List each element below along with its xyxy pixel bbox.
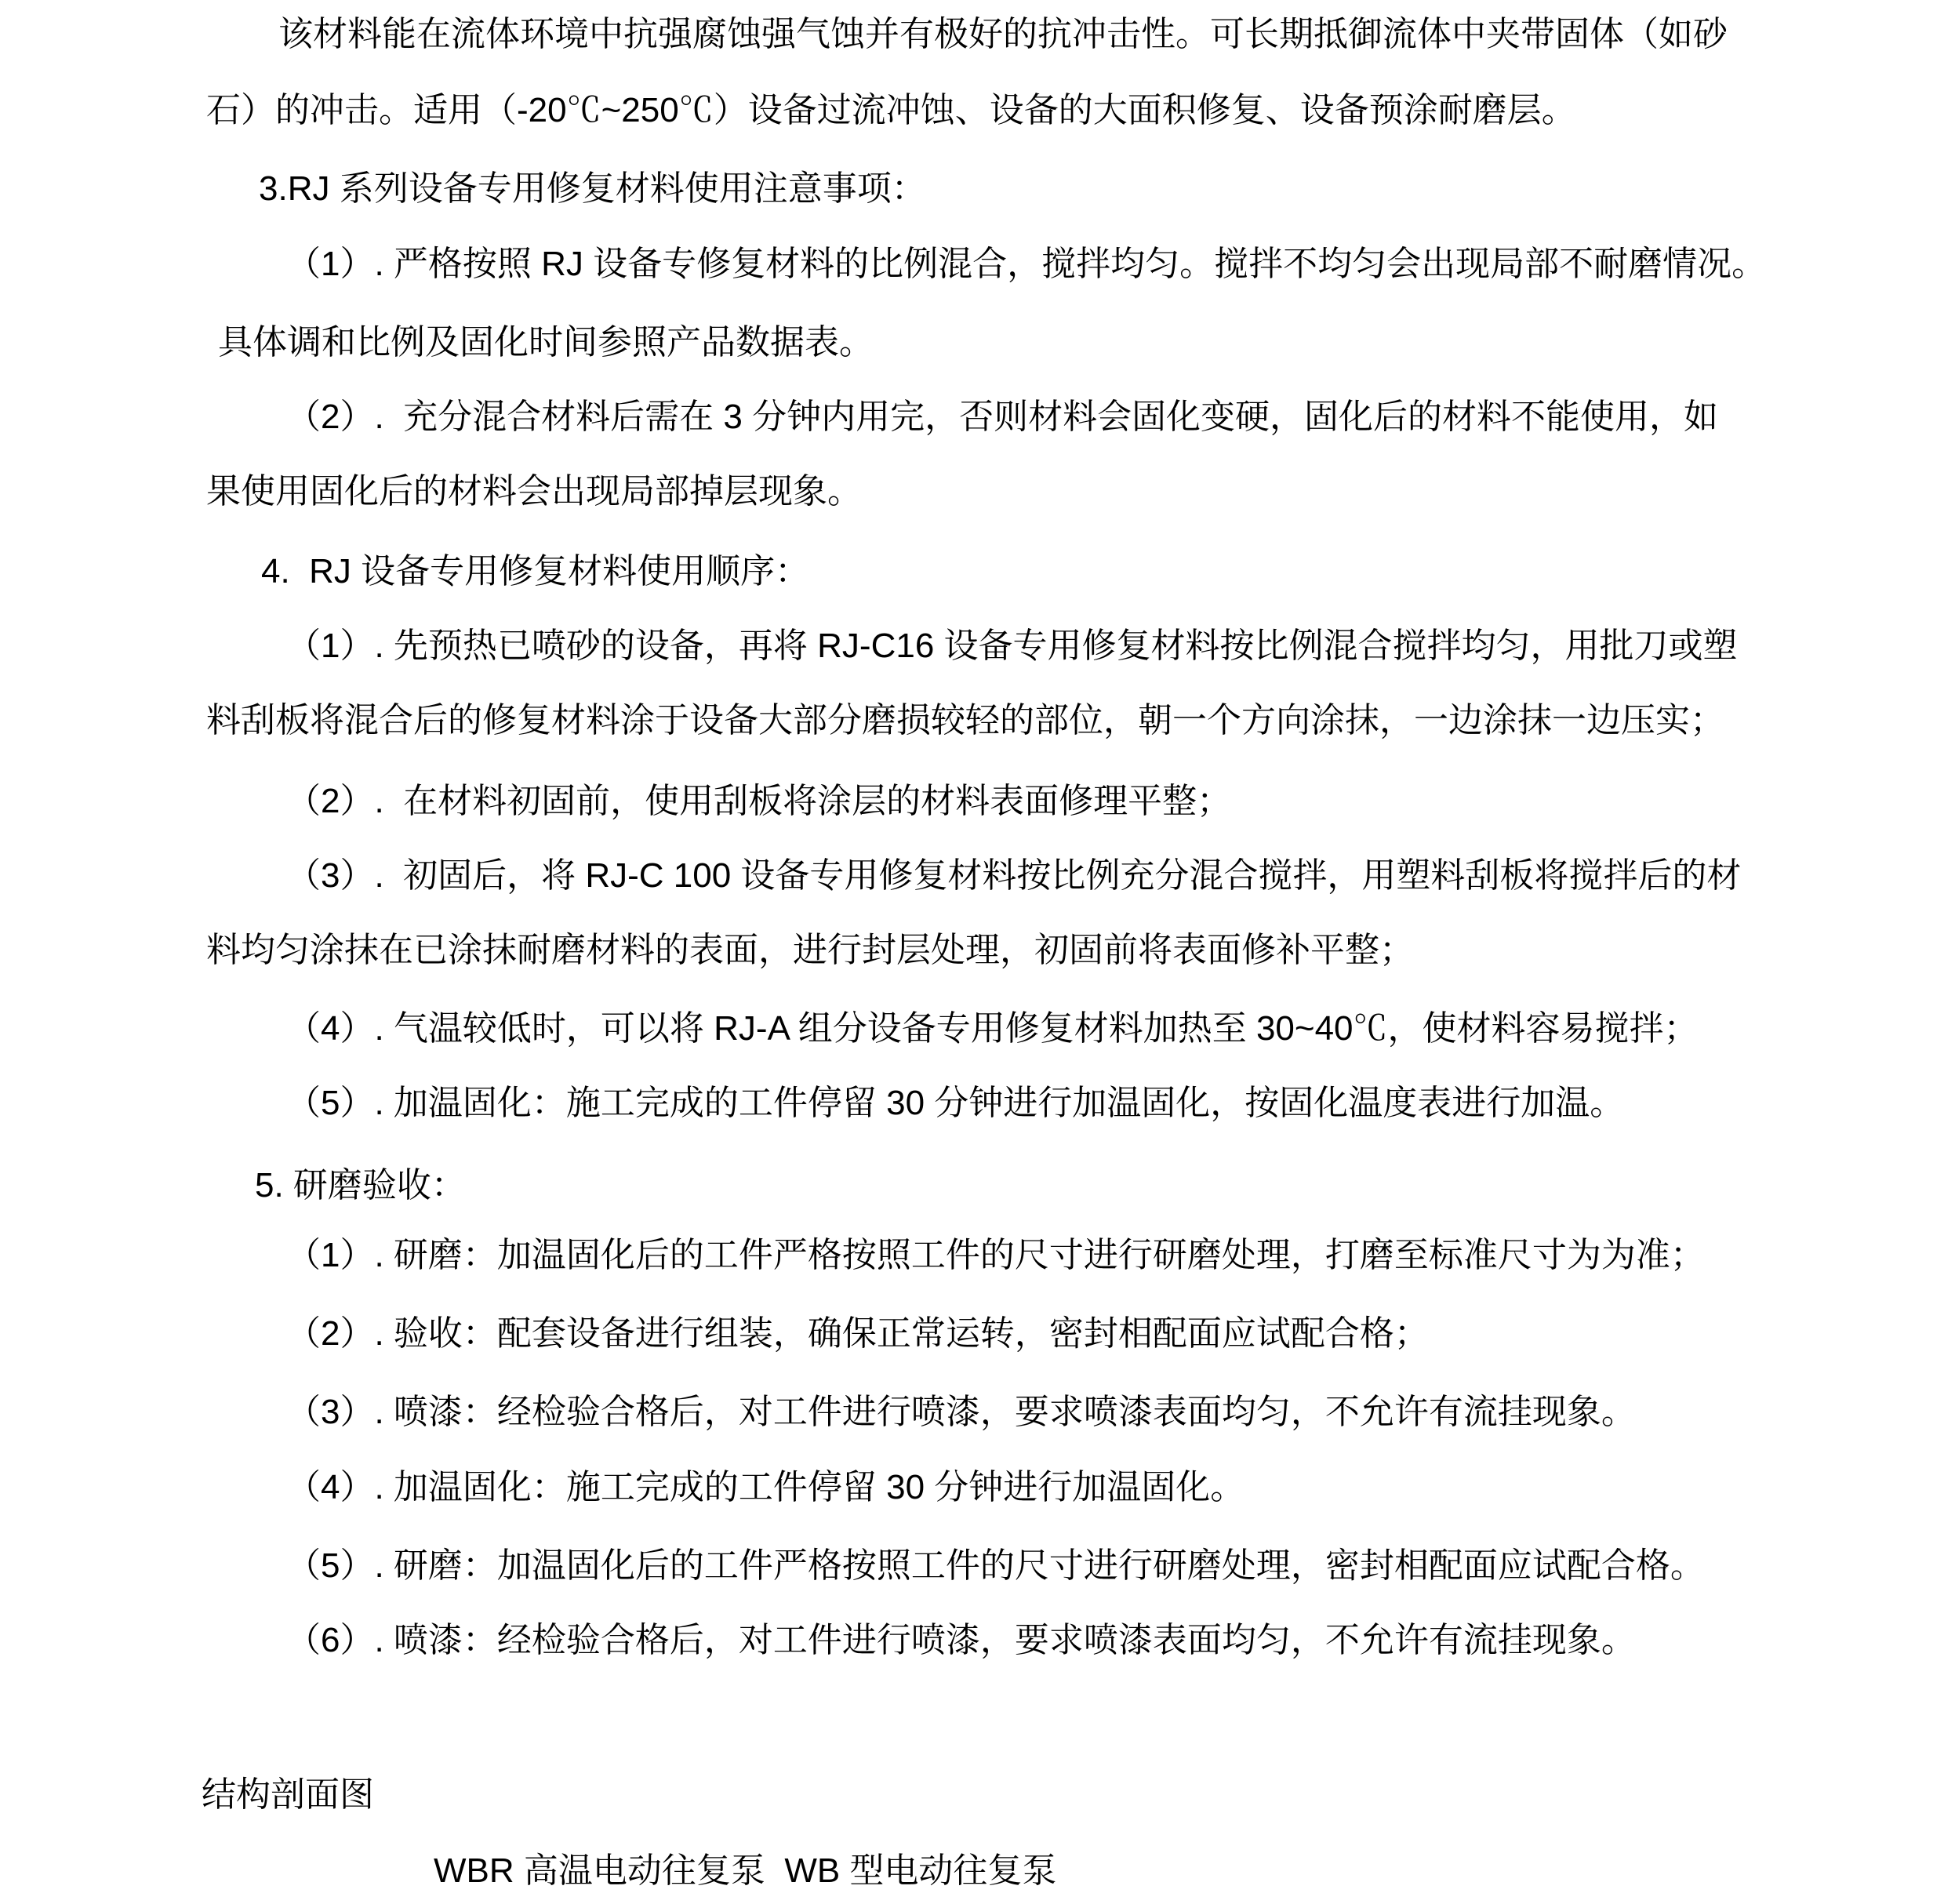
accept-2-acceptance: （2）. 验收：配套设备进行组装，确保正常运转，密封相配面应试配合格； (286, 1314, 1429, 1353)
accept-3-painting: （3）. 喷漆：经检验合格后，对工件进行喷漆，要求喷漆表面均匀，不允许有流挂现象。 (286, 1393, 1636, 1431)
step-2: （2）. 在材料初固前，使用刮板将涂层的材料表面修理平整； (286, 782, 1232, 820)
step-5: （5）. 加温固化：施工完成的工件停留 30 分钟进行加温固化，按固化温度表进行加温。 (286, 1084, 1625, 1122)
note-1-line-1: （1）. 严格按照 RJ 设备专修复材料的比例混合，搅拌均匀。搅拌不均匀会出现局部不耐磨情况。 (286, 245, 1767, 283)
para-intro-line-1: 该材料能在流体环境中抗强腐蚀强气蚀并有极好的抗冲击性。可长期抵御流体中夹带固体（如砂 (278, 15, 1728, 53)
para-intro-line-2: 石）的冲击。适用（-20℃~250℃）设备过流冲蚀、设备的大面积修复、设备预涂耐磨层。 (206, 91, 1576, 129)
note-2-line-2: 果使用固化后的材料会出现局部掉层现象。 (206, 472, 862, 511)
accept-4-heat-curing: （4）. 加温固化：施工完成的工件停留 30 分钟进行加温固化。 (286, 1468, 1245, 1506)
heading-5-grinding-acceptance: 5. 研磨验收： (255, 1166, 466, 1205)
step-3-line-2: 料均匀涂抹在已涂抹耐磨材料的表面，进行封层处理，初固前将表面修补平整； (206, 931, 1414, 969)
heading-4-usage-order: 4. RJ 设备专用修复材料使用顺序： (261, 552, 810, 590)
note-2-line-1: （2）. 充分混合材料后需在 3 分钟内用完，否则材料会固化变硬，固化后的材料不能使用，如 (286, 398, 1719, 436)
caption-pump-types: WBR 高温电动往复泵 WB 型电动往复泵 (434, 1851, 1057, 1890)
step-3-line-1: （3）. 初固后，将 RJ-C 100 设备专用修复材料按比例充分混合搅拌，用塑料刮板将搅拌后的材 (286, 856, 1742, 895)
caption-structure-section-view: 结构剖面图 (202, 1775, 374, 1814)
accept-6-painting: （6）. 喷漆：经检验合格后，对工件进行喷漆，要求喷漆表面均匀，不允许有流挂现象。 (286, 1621, 1636, 1659)
step-1-line-2: 料刮板将混合后的修复材料涂于设备大部分磨损较轻的部位，朝一个方向涂抹，一边涂抹一边压实； (206, 701, 1724, 739)
step-4: （4）. 气温较低时，可以将 RJ-A 组分设备专用修复材料加热至 30~40℃，使材料容易搅拌； (286, 1009, 1699, 1048)
heading-3-usage-notes: 3.RJ 系列设备专用修复材料使用注意事项： (259, 169, 926, 208)
note-1-line-2: 具体调和比例及固化时间参照产品数据表。 (218, 323, 874, 362)
accept-5-grinding: （5）. 研磨：加温固化后的工件严格按照工件的尺寸进行研磨处理，密封相配面应试配合格。 (286, 1546, 1705, 1585)
accept-1-grinding: （1）. 研磨：加温固化后的工件严格按照工件的尺寸进行研磨处理，打磨至标准尺寸为为准； (286, 1236, 1705, 1274)
step-1-line-1: （1）. 先预热已喷砂的设备，再将 RJ-C16 设备专用修复材料按比例混合搅拌均匀，用批刀或塑 (286, 627, 1738, 665)
